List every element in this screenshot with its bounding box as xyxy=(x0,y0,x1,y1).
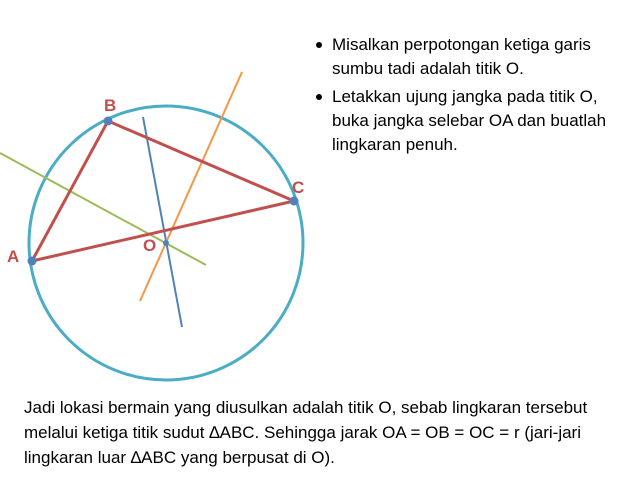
vertex-a-point xyxy=(28,257,37,266)
vertex-c-point xyxy=(290,197,299,206)
bullet-dot-icon xyxy=(316,94,322,100)
bullet-dot-icon xyxy=(316,42,322,48)
bullet-item xyxy=(312,33,622,81)
vertex-b-point xyxy=(104,117,113,126)
label-o: O xyxy=(143,236,157,255)
perpendicular-bisector-ab xyxy=(0,153,206,265)
conclusion-text: Jadi lokasi bermain yang diusulkan adalah titik O, sebab lingkaran tersebut melalui ketiga titik sudut ∆ABC. Sehingga jarak OA = OB = OC = r (jari-jari lingkaran luar ∆ABC yang berpusat di O). xyxy=(24,398,588,467)
label-c: C xyxy=(292,178,305,197)
label-a: A xyxy=(7,247,20,266)
bullet-text: Misalkan perpotongan ketiga garis sumbu tadi adalah titik O. xyxy=(332,35,591,78)
bullet-item xyxy=(312,85,622,157)
label-b: B xyxy=(104,96,117,115)
bullet-text: Letakkan ujung jangka pada titik O, buka jangka selebar OA dan buatlah lingkaran penuh. xyxy=(332,87,607,154)
bullet-list xyxy=(312,33,622,161)
center-o-point xyxy=(163,240,169,246)
